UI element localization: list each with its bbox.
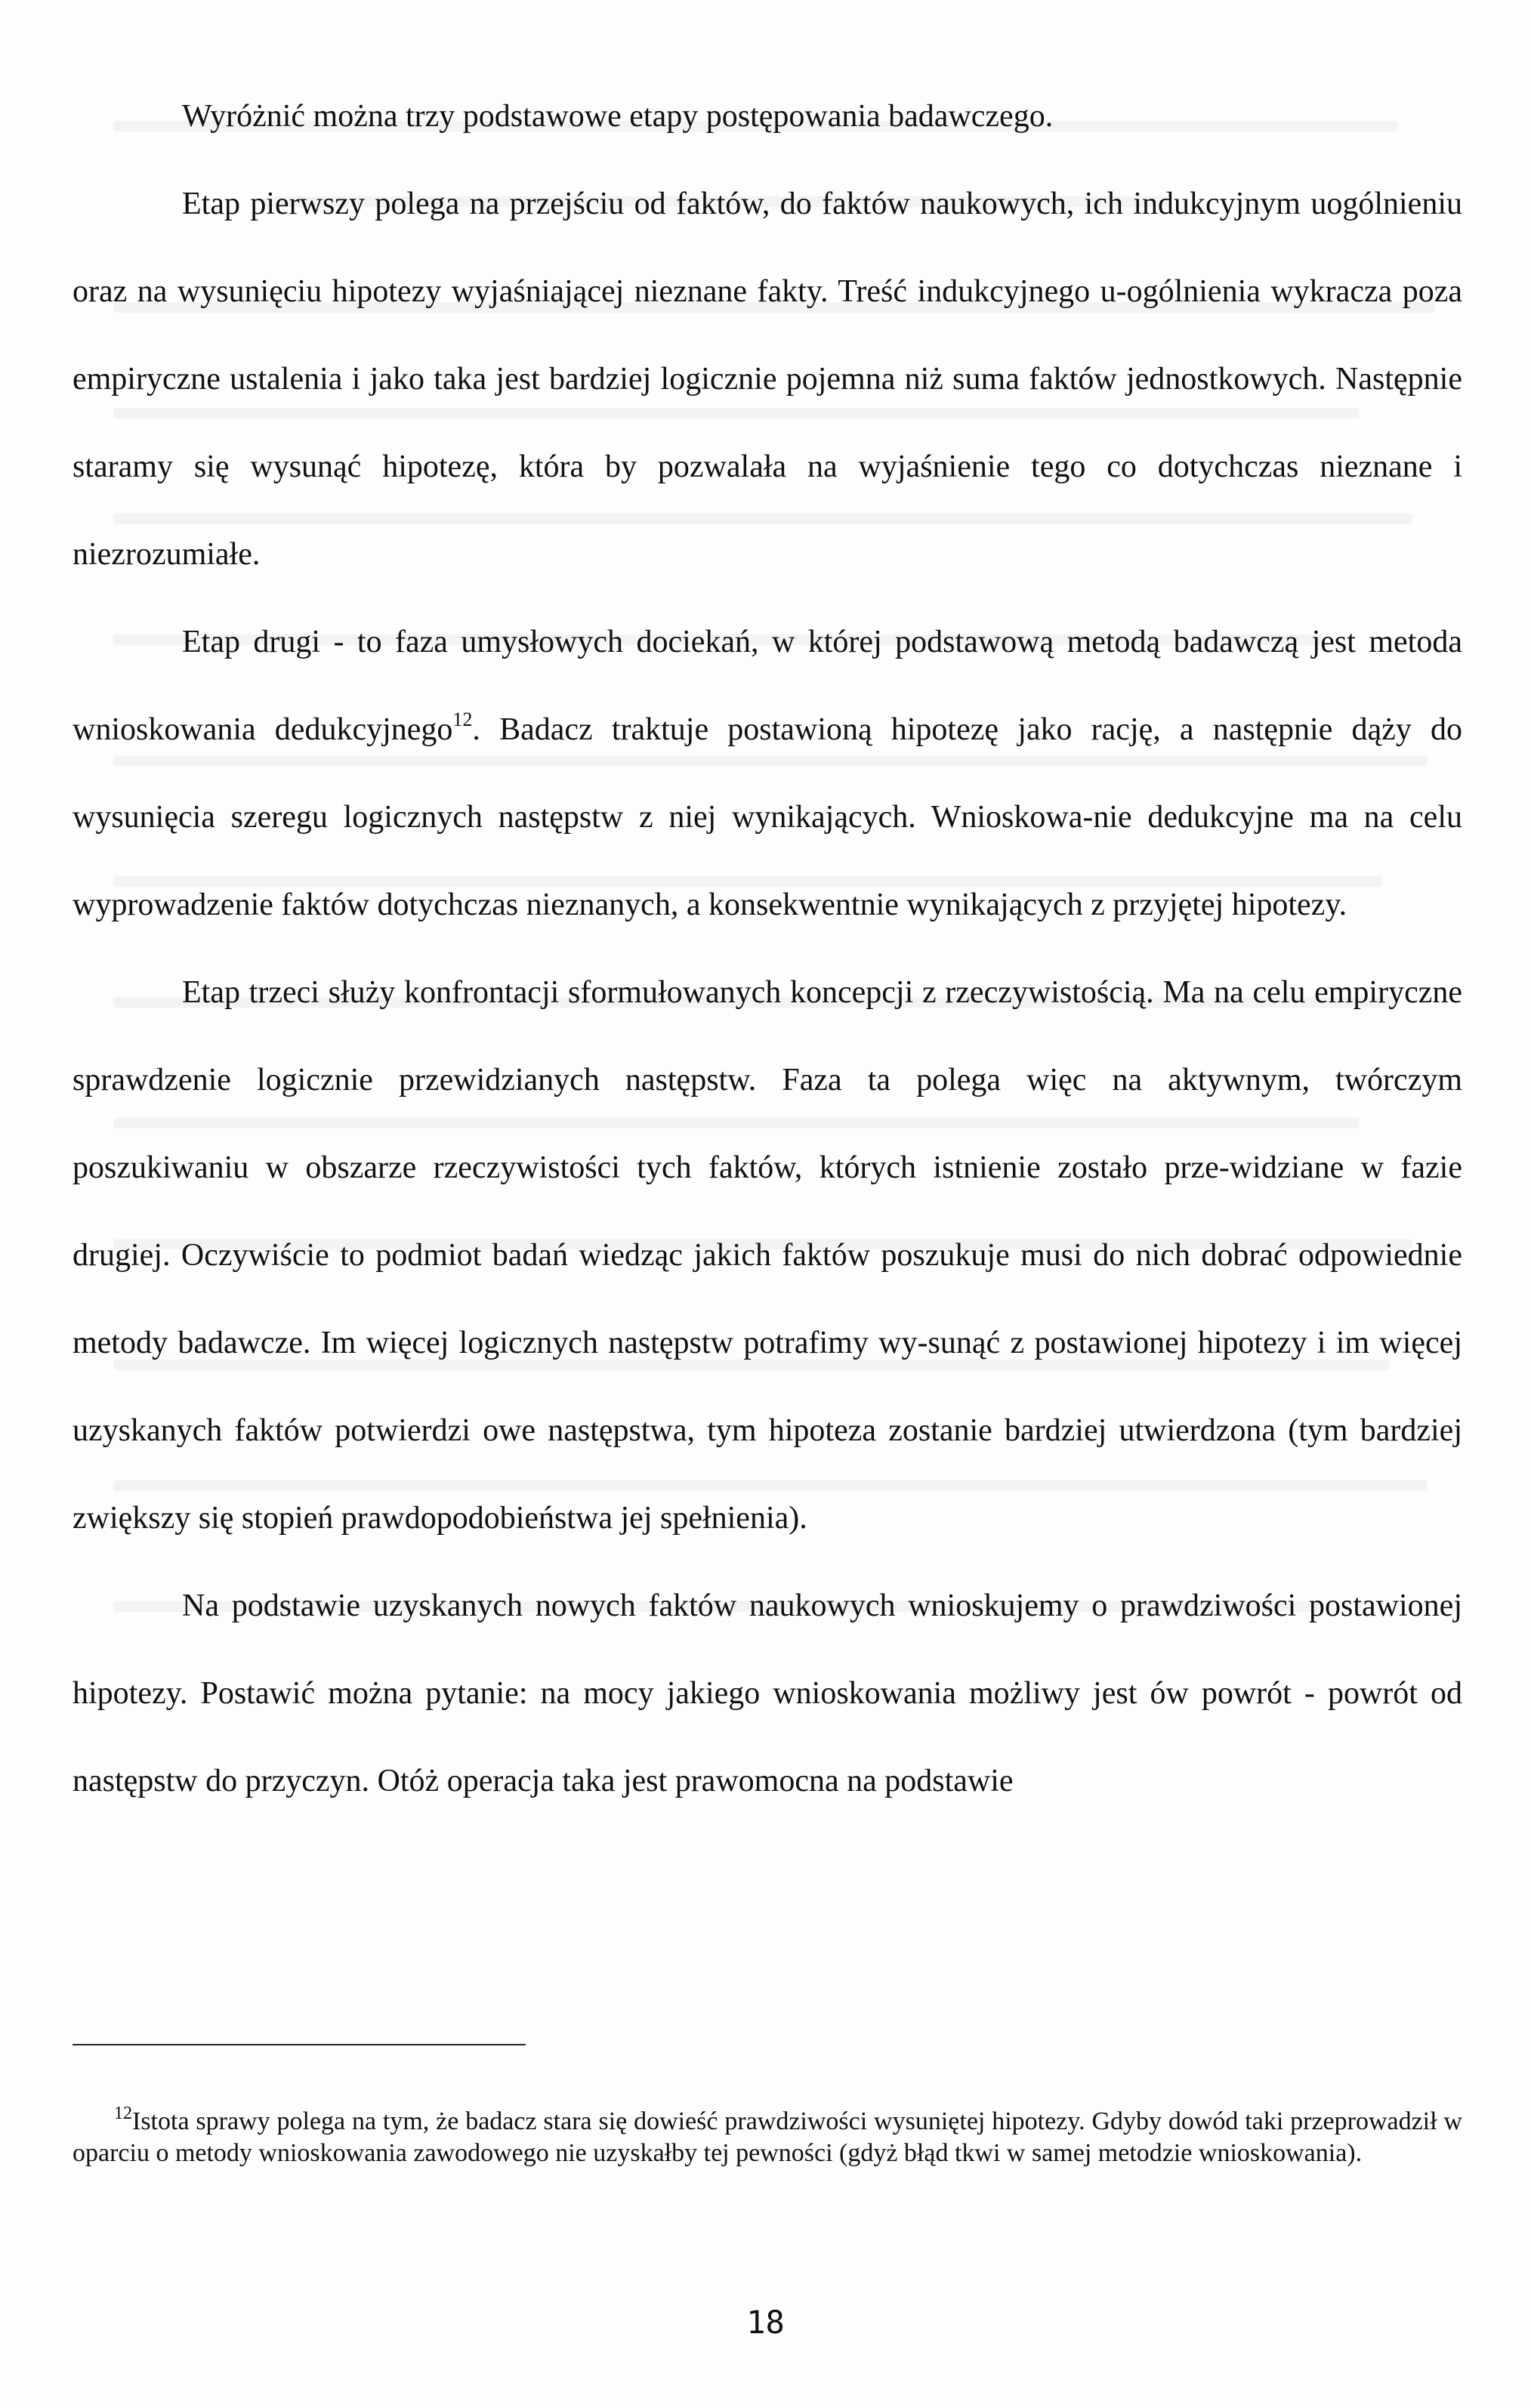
paragraph-stage-one — [73, 160, 1462, 598]
main-text — [73, 73, 1462, 1825]
paragraph-stage-three — [73, 949, 1462, 1562]
paragraph-stage-two-text-before: Etap drugi - to faza umysłowych dociekań, w której podstawową metodą badawczą jest metoda wnioskowania dedukcyjnego — [73, 625, 1462, 747]
paragraph-intro — [73, 73, 1462, 160]
paragraph-intro-text: Wyróżnić można trzy podstawowe etapy postępowania badawczego. — [182, 99, 1054, 134]
footnote — [73, 2106, 1462, 2169]
page-number: 18 — [746, 2304, 785, 2341]
footnote-text: Istota sprawy polega na tym, że badacz stara się dowieść prawdziwości wysuniętej hipotezy. Gdyby dowód taki przeprowadził w oparciu o metody wnioskowania zawodowego nie uzyskałby tej pewności (gdyż błąd tkwi w samej metodzie wnioskowania). — [73, 2107, 1462, 2167]
paragraph-stage-one-text: Etap pierwszy polega na przejściu od faktów, do faktów naukowych, ich indukcyjnym uogólnieniu oraz na wysunięciu hipotezy wyjaśniającej nieznane fakty. Treść indukcyjnego u-ogólnienia wykracza poza empiryczne ustalenia i jako taka jest bardziej logicznie pojemna niż suma faktów jednostkowych. Następnie staramy się wysunąć hipotezę, która by pozwalała na wyjaśnienie tego co dotychczas nieznane i niezrozumiałe. — [73, 187, 1462, 572]
paragraph-conclusion-text: Na podstawie uzyskanych nowych faktów naukowych wnioskujemy o prawdziwości postawionej hipotezy. Postawić można pytanie: na mocy jakiego wnioskowania możliwy jest ów powrót - powrót od następstw do przyczyn. Otóż operacja taka jest prawomocna na podstawie — [73, 1588, 1462, 1798]
footnote-reference: 12 — [452, 709, 473, 730]
paragraph-stage-two — [73, 598, 1462, 949]
paragraph-stage-two-text-after: . Badacz traktuje postawioną hipotezę jako rację, a następnie dąży do wysunięcia szeregu logicznych następstw z niej wynikających. Wnioskowa-nie dedukcyjne ma na celu wyprowadzenie faktów dotychczas nieznanych, a konsekwentnie wynikających z przyjętej hipotezy. — [73, 712, 1462, 922]
footnote-separator — [73, 2044, 526, 2045]
footnote-number: 12 — [114, 2104, 132, 2123]
paragraph-conclusion — [73, 1562, 1462, 1825]
paragraph-stage-three-text: Etap trzeci służy konfrontacji sformułowanych koncepcji z rzeczywistością. Ma na celu empiryczne sprawdzenie logicznie przewidzianych następstw. Faza ta polega więc na aktywnym, twórczym poszukiwaniu w obszarze rzeczywistości tych faktów, których istnienie zostało prze-widziane w fazie drugiej. Oczywiście to podmiot badań wiedząc jakich faktów poszukuje musi do nich dobrać odpowiednie metody badawcze. Im więcej logicznych następstw potrafimy wy-sunąć z postawionej hipotezy i im więcej uzyskanych faktów potwierdzi owe następstwa, tym hipoteza zostanie bardziej utwierdzona (tym bardziej zwiększy się stopień prawdopodobieństwa jej spełnienia). — [73, 975, 1462, 1536]
